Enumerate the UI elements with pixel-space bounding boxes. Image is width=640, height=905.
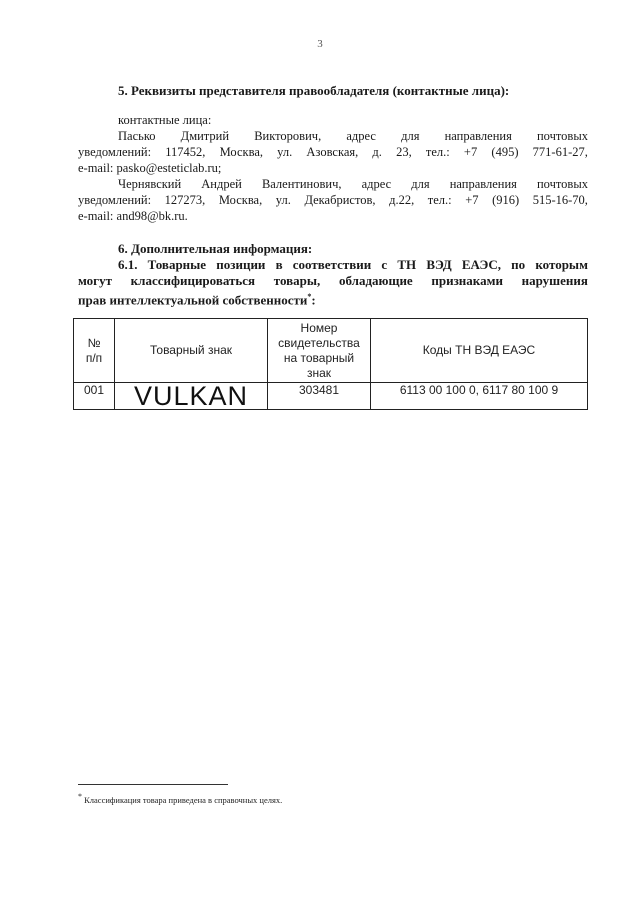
word: 771-61-27, [532,145,588,159]
table-header-row [74,319,588,383]
section-6-1-line3-text: прав интеллектуальной собственности [78,292,308,308]
word: для [411,177,430,191]
row-num: 001 [74,383,115,410]
word: Москва, [218,193,263,207]
word: адрес [361,177,392,191]
word: Чернявский [118,177,182,191]
contacts-block [78,112,588,224]
footnote-text: Классификация товара приведена в справочных целях. [82,794,283,805]
word: почтовых [536,177,588,191]
word: которым [535,257,588,272]
word: направления [449,177,517,191]
header-trademark: Товарный знак [115,319,268,383]
word: Пасько [118,129,156,143]
word: Азовская, [306,145,359,159]
word: Товарные [147,257,207,272]
word: классифицироваться [130,273,256,288]
word: д.22, [389,193,415,207]
word: (495) [491,145,519,159]
header-codes: Коды ТН ВЭД ЕАЭС [371,319,588,383]
word: тел.: [425,145,450,159]
word: 127273, [164,193,206,207]
word: уведомлений: [78,193,152,207]
word: товары, [273,273,321,288]
word: ЕАЭС, [461,257,502,272]
word: обладающие [338,273,413,288]
section-5-heading: 5. Реквизиты представителя правообладателя (контактные лица): [118,83,510,98]
word: могут [78,273,112,288]
footnote-mark: * [78,792,82,801]
word: нарушения [521,273,588,288]
section-6-1-line3 [78,289,588,308]
person2-email: e-mail: and98@bk.ru. [78,209,188,223]
word: Андрей [201,177,242,191]
header-cert-line2: свидетельства [278,335,360,350]
footnote-divider [78,784,228,785]
word: 23, [396,145,412,159]
word: адрес [346,129,376,143]
word: (916) [492,193,520,207]
word: +7 [465,193,479,207]
word: 6.1. [118,257,138,272]
word: тел.: [427,193,452,207]
header-num-line2: п/п [85,350,103,365]
word: направления [444,129,512,143]
person1-email: e-mail: pasko@esteticlab.ru; [78,161,222,175]
word: Валентинович, [261,177,342,191]
word: +7 [463,145,478,159]
word: соответствии [292,257,372,272]
word: Дмитрий [180,129,230,143]
word: в [275,257,283,272]
person1-line1 [78,128,588,144]
word: ул. [275,193,291,207]
word: 117452, [165,145,206,159]
section-6-1-line2 [78,273,588,289]
word: 515-16-70, [532,193,588,207]
word: почтовых [536,129,588,143]
section-6-1-text [78,257,588,308]
word: для [401,129,420,143]
word: Викторович, [254,129,322,143]
header-cert-line4: знак [306,365,332,380]
word: признаками [431,273,503,288]
table-row [74,383,588,410]
row-trademark [115,383,268,410]
word: по [511,257,526,272]
footnote-ref-mark: * [307,292,312,301]
section-6-1-line1 [78,257,588,273]
goods-table [73,318,588,410]
word: д. [372,145,382,159]
header-cert-line3: на товарный [283,350,355,365]
page-number: 3 [317,38,323,50]
word: ТН [397,257,417,272]
trademark-logo: VULKAN [133,381,249,411]
word: уведомлений: [78,145,152,159]
header-num-line1: № [87,335,101,350]
contacts-label: контактные лица: [118,113,212,127]
word: ВЭД [426,257,452,272]
row-certificate: 303481 [268,383,371,410]
word: Декабристов, [304,193,376,207]
section-6-1-line3-end: : [311,292,316,308]
person2-line2 [78,192,588,208]
section-6-heading: 6. Дополнительная информация: [118,241,313,256]
word: Москва, [219,145,263,159]
footnote [78,792,282,805]
header-num [74,319,115,383]
word: позиции [216,257,266,272]
person2-line1 [78,176,588,192]
row-codes: 6113 00 100 0, 6117 80 100 9 [371,383,588,410]
header-cert-line1: Номер [300,320,338,335]
person1-line2 [78,144,588,160]
header-certificate [268,319,371,383]
word: ул. [277,145,293,159]
word: с [381,257,388,272]
